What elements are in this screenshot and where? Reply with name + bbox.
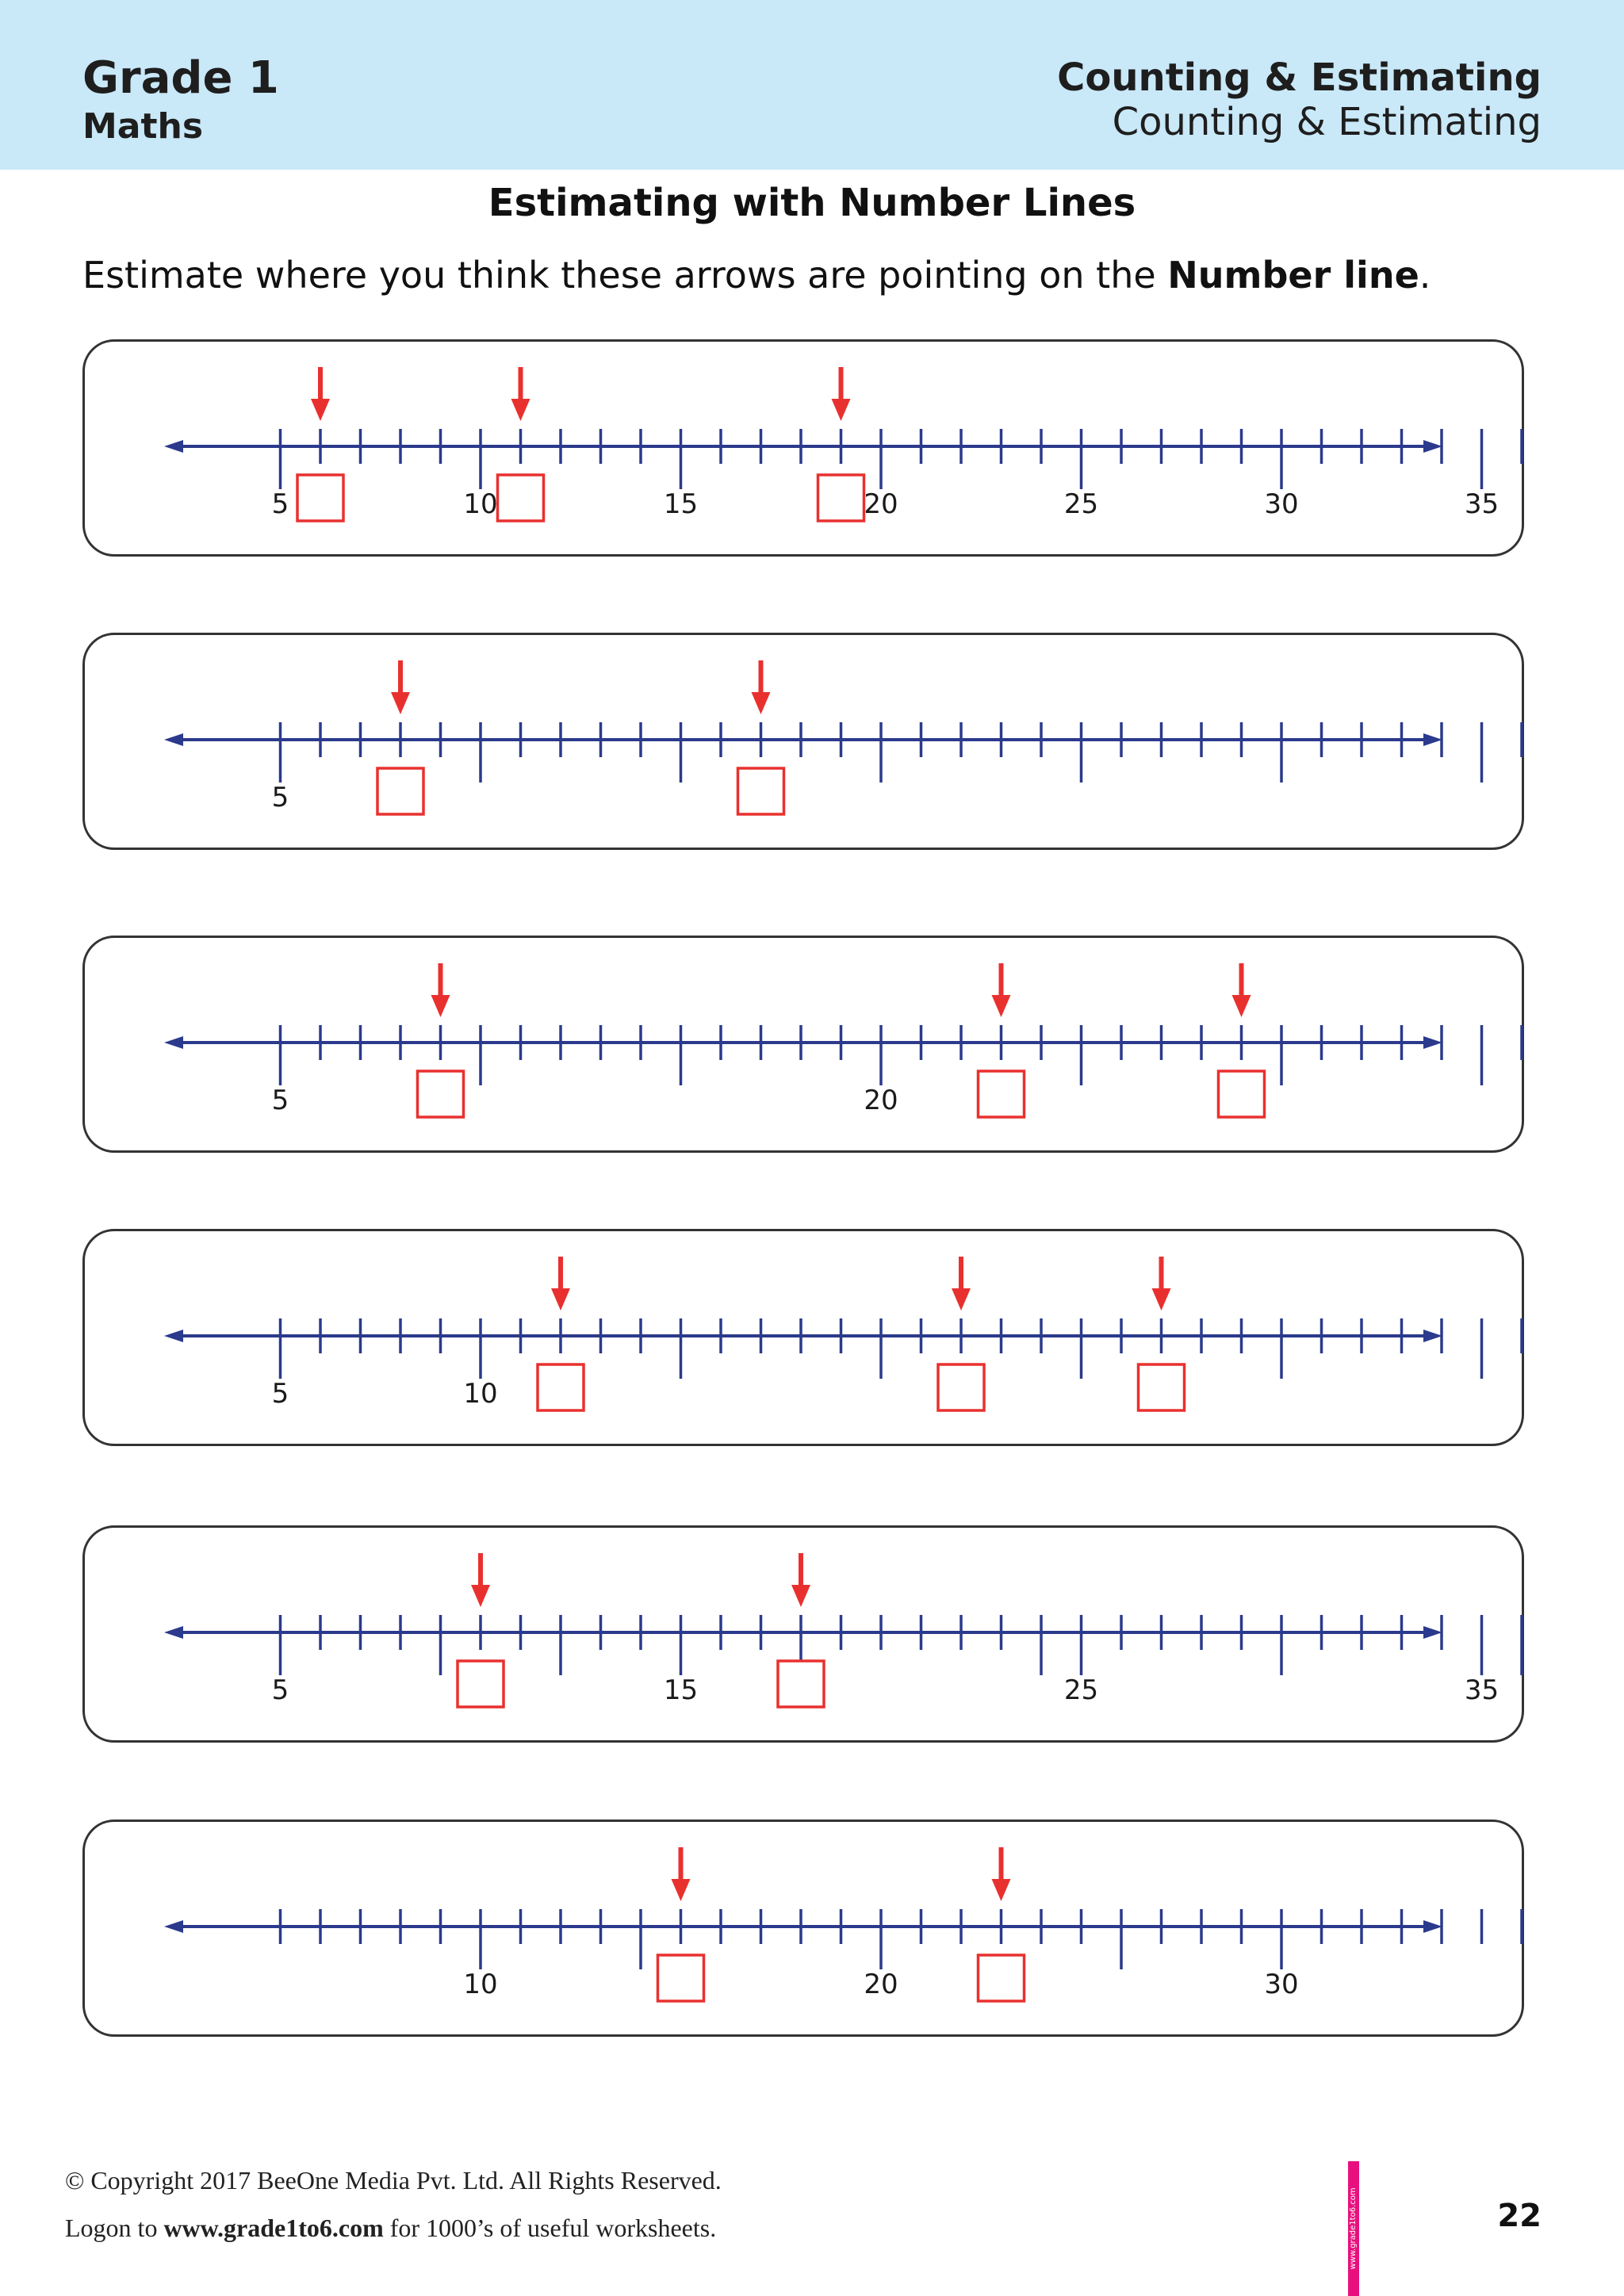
right-arrowhead-icon (1423, 1036, 1442, 1049)
right-arrowhead-icon (1423, 440, 1442, 453)
number-line-svg (85, 938, 1526, 1155)
tick-label: 10 (463, 1969, 498, 2000)
answer-box[interactable] (377, 768, 423, 814)
down-arrow-icon (471, 1585, 490, 1607)
tick-label: 30 (1264, 1969, 1299, 2000)
down-arrow-icon (672, 1879, 691, 1901)
tick-label: 25 (1063, 1674, 1099, 1706)
side-url-text: www.grade1to6.com (1349, 2187, 1358, 2270)
worksheet-title: Estimating with Number Lines (488, 181, 1136, 225)
number-line-svg (85, 635, 1526, 852)
instruction-suffix: . (1419, 254, 1431, 297)
down-arrow-icon (511, 399, 530, 421)
answer-box[interactable] (818, 475, 864, 521)
right-arrowhead-icon (1423, 1626, 1442, 1639)
down-arrow-icon (551, 1288, 570, 1311)
number-line-panel (82, 633, 1524, 850)
left-arrowhead-icon (164, 440, 183, 453)
number-line-panel (82, 1820, 1524, 2037)
answer-box[interactable] (498, 475, 544, 521)
down-arrow-icon (1152, 1288, 1171, 1311)
side-url-strip (1348, 2161, 1359, 2296)
answer-box[interactable] (979, 1071, 1025, 1117)
answer-box[interactable] (979, 1955, 1025, 2001)
subject-label: Maths (82, 106, 204, 147)
answer-box[interactable] (738, 768, 784, 814)
answer-box[interactable] (1139, 1364, 1185, 1410)
topic-title-bold: Counting & Estimating (1057, 55, 1542, 100)
tick-label: 20 (864, 1085, 898, 1116)
down-arrow-icon (1232, 995, 1251, 1017)
logon-prefix: Logon to (65, 2214, 164, 2242)
tick-label: 5 (271, 1085, 289, 1116)
tick-label: 35 (1464, 1674, 1500, 1706)
down-arrow-icon (311, 399, 330, 421)
down-arrow-icon (431, 995, 450, 1017)
answer-box[interactable] (458, 1661, 504, 1707)
down-arrow-icon (391, 692, 410, 714)
number-line-svg (85, 342, 1526, 559)
tick-label: 5 (271, 1378, 289, 1410)
answer-box[interactable] (418, 1071, 464, 1117)
tick-label: 25 (1063, 488, 1099, 520)
answer-box[interactable] (938, 1364, 984, 1410)
down-arrow-icon (952, 1288, 971, 1311)
number-line-svg (85, 1528, 1526, 1745)
down-arrow-icon (992, 995, 1011, 1017)
number-line-panel (82, 1229, 1524, 1446)
tick-label: 20 (864, 488, 898, 520)
tick-label: 10 (463, 1378, 498, 1410)
answer-box[interactable] (778, 1661, 824, 1707)
tick-label: 15 (663, 1674, 699, 1706)
tick-label: 5 (271, 488, 289, 520)
answer-box[interactable] (658, 1955, 704, 2001)
number-line-svg (85, 1231, 1526, 1448)
left-arrowhead-icon (164, 1626, 183, 1639)
left-arrowhead-icon (164, 1920, 183, 1933)
right-arrowhead-icon (1423, 1920, 1442, 1933)
down-arrow-icon (791, 1585, 810, 1607)
tick-label: 5 (271, 1674, 289, 1706)
header-banner (0, 0, 1624, 170)
down-arrow-icon (752, 692, 771, 714)
logon-suffix: for 1000’s of useful worksheets. (383, 2214, 717, 2242)
page-number: 22 (1497, 2198, 1542, 2234)
number-line-panel (82, 1525, 1524, 1743)
number-line-panel (82, 936, 1524, 1153)
tick-label: 10 (463, 488, 498, 520)
tick-label: 15 (663, 488, 699, 520)
instruction-keyword: Number line (1167, 254, 1419, 297)
instruction-prefix: Estimate where you think these arrows are pointing on the (82, 254, 1168, 297)
down-arrow-icon (992, 1879, 1011, 1901)
tick-label: 35 (1464, 488, 1500, 520)
grade-label: Grade 1 (82, 52, 279, 104)
logon-text (65, 2214, 716, 2243)
number-line-panel (82, 339, 1524, 557)
left-arrowhead-icon (164, 1330, 183, 1342)
tick-label: 5 (271, 782, 289, 813)
logon-link[interactable]: www.grade1to6.com (163, 2214, 384, 2242)
instruction-text (82, 254, 1431, 297)
number-line-svg (85, 1822, 1526, 2039)
copyright-text: © Copyright 2017 BeeOne Media Pvt. Ltd. All Rights Reserved. (65, 2166, 722, 2195)
tick-label: 20 (864, 1969, 898, 2000)
answer-box[interactable] (1219, 1071, 1265, 1117)
tick-label: 30 (1264, 488, 1299, 520)
left-arrowhead-icon (164, 733, 183, 746)
down-arrow-icon (832, 399, 851, 421)
topic-title: Counting & Estimating (1112, 100, 1542, 144)
right-arrowhead-icon (1423, 1330, 1442, 1342)
left-arrowhead-icon (164, 1036, 183, 1049)
right-arrowhead-icon (1423, 733, 1442, 746)
answer-box[interactable] (297, 475, 343, 521)
answer-box[interactable] (538, 1364, 584, 1410)
